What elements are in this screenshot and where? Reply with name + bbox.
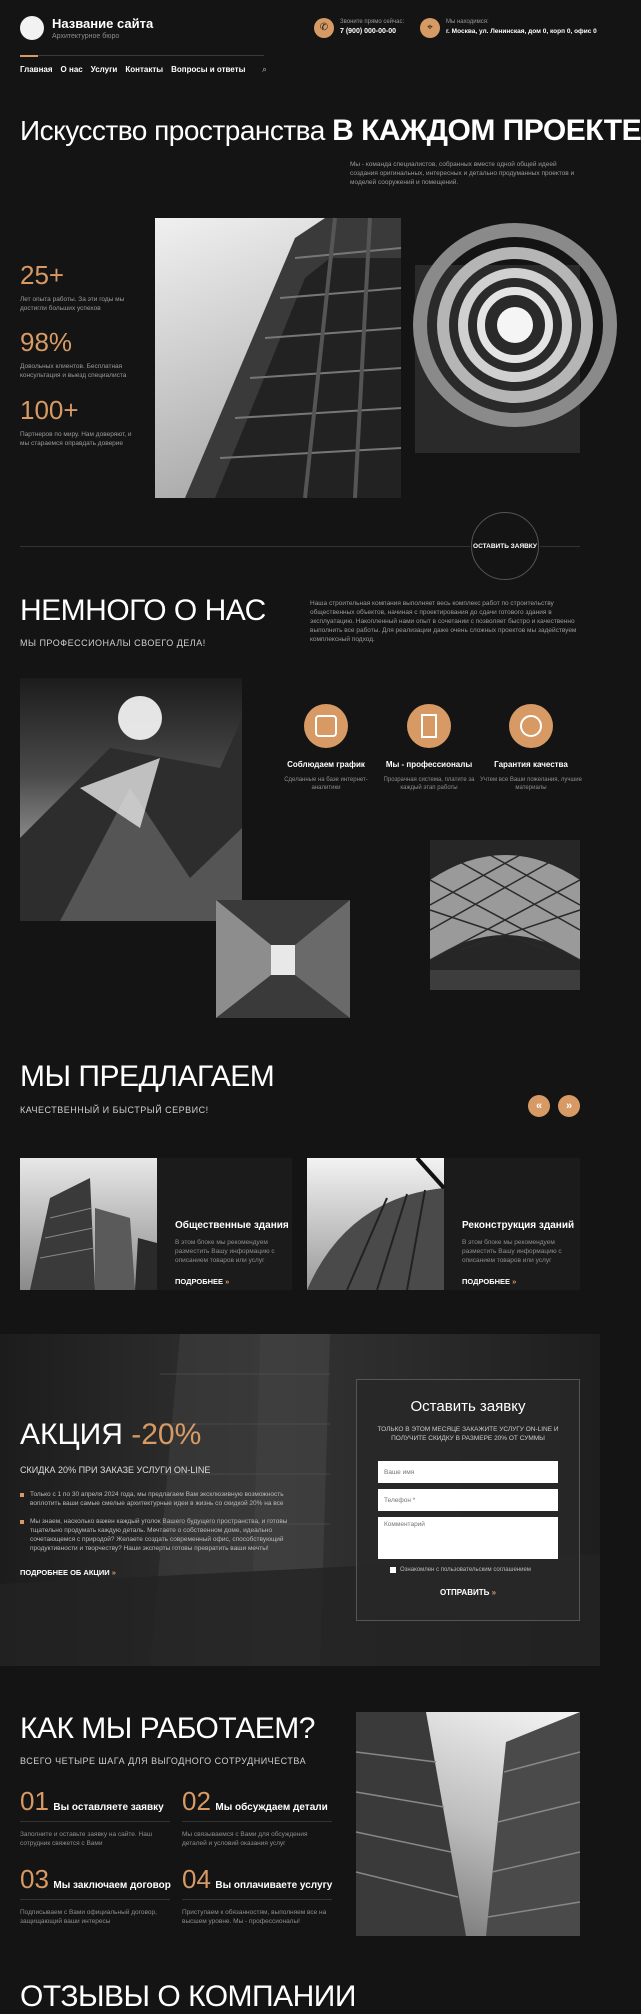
step-divider — [182, 1821, 332, 1822]
promo-details-label: ПОДРОБНЕЕ ОБ АКЦИИ — [20, 1568, 110, 1577]
step-number: 03 — [20, 1864, 49, 1894]
stat-number: 98% — [20, 327, 73, 357]
form-title: Оставить заявку — [410, 1398, 526, 1415]
facade-photo-art — [155, 218, 401, 498]
slider-next-button[interactable]: » — [558, 1095, 580, 1117]
site-subtitle: Архитектурное бюро — [52, 33, 120, 40]
step-title: Мы заключаем договор — [53, 1880, 171, 1891]
about-subtitle: МЫ ПРОФЕССИОНАЛЫ СВОЕГО ДЕЛА! — [20, 638, 206, 648]
stat-1 — [20, 260, 135, 313]
nav-active-indicator — [20, 55, 38, 57]
bullet-marker — [20, 1520, 24, 1524]
step-title: Вы оставляете заявку — [53, 1802, 164, 1813]
order-button[interactable]: ОСТАВИТЬ ЗАЯВКУ — [471, 512, 539, 580]
logo-icon[interactable] — [20, 16, 44, 40]
step-number: 02 — [182, 1786, 211, 1816]
comment-textarea[interactable] — [378, 1517, 558, 1559]
stat-2 — [20, 327, 135, 380]
hero-divider-left — [20, 546, 470, 547]
offer-card-title[interactable]: Реконструкция зданий — [462, 1220, 575, 1231]
promo-bullet — [20, 1490, 290, 1508]
feature-title: Соблюдаем график — [287, 760, 365, 769]
offers-title: МЫ ПРЕДЛАГАЕМ — [20, 1060, 275, 1093]
promo-bullet-text: Мы знаем, насколько важен каждый уголок Вашего будущего пространства, и готовы тщательно продумать каждую деталь. Мечтаете о собственном доме, идеально сочетающемся с природой? Желаете создать современный офис, способствующий продуктивности и творчеству? Наши эксперты готовы превратить ваши мечты! — [30, 1518, 288, 1552]
promo-details-link[interactable] — [20, 1568, 116, 1577]
bullet-marker — [20, 1493, 24, 1497]
step-text: Заполните и оставьте заявку на сайте. Наш сотрудник свяжется с Вами — [20, 1831, 153, 1847]
step-text: Приступаем к обязанностям, выполняем все на высшем уровне. Мы - профессионалы! — [182, 1909, 327, 1925]
agreement-label: Ознакомлен с пользовательским соглашением — [400, 1567, 531, 1573]
site-title[interactable]: Название сайта — [52, 16, 154, 31]
hero-photo-facade — [155, 218, 401, 498]
offer-card-link[interactable] — [462, 1277, 516, 1286]
offer-card-link-label: ПОДРОБНЕЕ — [462, 1277, 511, 1286]
stat-number: 25+ — [20, 260, 65, 290]
building-icon — [407, 704, 451, 748]
hero-title — [20, 114, 641, 148]
submit-button[interactable] — [356, 1588, 580, 1597]
stat-text: Лет опыта работы. За эти годы мы достигли больших успехов — [20, 296, 125, 312]
step-2 — [182, 1786, 342, 1848]
promo-bullet — [20, 1517, 290, 1553]
double-chevron-icon: » — [111, 1568, 116, 1577]
offer-card-text: В этом блоке мы рекомендуем разместить Вашу информацию с описанием товаров или услуг — [175, 1239, 275, 1264]
lattice-roof-art — [430, 840, 580, 990]
angular-building-art — [20, 678, 242, 921]
step-divider — [20, 1821, 170, 1822]
feature-text: Сделанные на базе интернет-аналитики — [284, 777, 368, 791]
feature-title: Мы - профессионалы — [385, 760, 473, 769]
hero-divider-right — [540, 546, 580, 547]
award-icon — [509, 704, 553, 748]
step-divider — [20, 1899, 170, 1900]
skyscraper-upview-art — [356, 1712, 580, 1936]
submit-label: ОТПРАВИТЬ — [439, 1588, 490, 1597]
stat-text: Довольных клиентов. Бесплатная консультация и выезд специалиста — [20, 363, 127, 379]
feature-text: Прозрачная система, платите за каждый этап работы — [383, 777, 475, 791]
about-photo-corridor — [216, 900, 350, 1018]
hero-photo-spiral — [415, 265, 580, 453]
phone-input[interactable] — [378, 1489, 558, 1511]
address-value: г. Москва, ул. Ленинская, дом 0, корп 0, офис 0 — [446, 28, 597, 35]
hero-title-bold: В КАЖДОМ ПРОЕКТЕ — [332, 114, 641, 147]
nav-divider — [20, 55, 264, 56]
step-title: Вы оплачиваете услугу — [215, 1880, 333, 1891]
stat-3 — [20, 395, 135, 448]
nav-item-about[interactable]: О нас — [60, 65, 83, 74]
feature-title: Гарантия качества — [494, 760, 568, 769]
step-divider — [182, 1899, 332, 1900]
step-text: Подписываем с Вами официальный договор, защищающий ваши интересы — [20, 1909, 157, 1925]
step-title: Мы обсуждаем детали — [215, 1802, 328, 1813]
promo-subtitle: СКИДКА 20% ПРИ ЗАКАЗЕ УСЛУГИ ON-LINE — [20, 1465, 211, 1475]
hero-description: Мы - команда специалистов, собранных вместе одной общей идеей создания оригинальных, интересных и детально продуманных проектов и моделей сооружений и помещений. — [350, 161, 575, 186]
form-subtitle: ТОЛЬКО В ЭТОМ МЕСЯЦЕ ЗАКАЖИТЕ УСЛУГУ ON-LINE И ПОЛУЧИТЕ СКИДКУ В РАЗМЕРЕ 20% ОТ СУММЫ — [377, 1426, 559, 1442]
agreement-checkbox-row[interactable] — [390, 1567, 531, 1573]
feature-text: Учтем все Ваши пожелания, лучшие материалы — [480, 777, 582, 791]
agreement-checkbox[interactable] — [390, 1567, 396, 1573]
promo-title-discount: -20% — [131, 1418, 202, 1451]
stat-text: Партнеров по миру. Нам доверяют, и мы стараемся оправдать доверие — [20, 431, 132, 447]
about-photo-lattice — [430, 840, 580, 990]
corridor-art — [216, 900, 350, 1018]
promo-bullet-text: Только с 1 по 30 апреля 2024 года, мы предлагаем Вам эксклюзивную возможность воплотить ваши самые смелые архитектурные идеи в жизнь со скидкой 20% на все — [30, 1491, 284, 1507]
offer-card-text: В этом блоке мы рекомендуем разместить Вашу информацию с описанием товаров или услуг — [462, 1239, 562, 1264]
stat-number: 100+ — [20, 395, 79, 425]
nav-item-faq[interactable]: Вопросы и ответы — [171, 65, 246, 74]
steps-title: КАК МЫ РАБОТАЕМ? — [20, 1712, 315, 1745]
double-chevron-icon: » — [491, 1588, 497, 1597]
reconstruction-art — [307, 1158, 444, 1290]
step-3 — [20, 1864, 180, 1926]
step-4 — [182, 1864, 342, 1926]
double-chevron-icon: » — [512, 1277, 517, 1286]
phone-link[interactable]: 7 (900) 000-00-00 — [340, 28, 397, 35]
offer-photo-reconstruction — [307, 1158, 444, 1290]
offer-card-link-label: ПОДРОБНЕЕ — [175, 1277, 224, 1286]
offer-card-link[interactable] — [175, 1277, 229, 1286]
nav-item-services[interactable]: Услуги — [90, 65, 118, 74]
spiral-photo-art — [415, 265, 580, 453]
about-description: Наша строительная компания выполняет весь комплекс работ по строительству общественных объектов, начиная с проектирования до сдачи готового здания в эксплуатацию. Накопленный нами опыт в сочетании с позволяет быстро и качественно выполнить все работы. Для реализации даже очень сложных проектов мы задействуем комплексный подход. — [310, 600, 577, 643]
step-number: 04 — [182, 1864, 211, 1894]
main-nav — [20, 65, 245, 74]
nav-item-home[interactable]: Главная — [20, 65, 53, 74]
offers-subtitle: КАЧЕСТВЕННЫЙ И БЫСТРЫЙ СЕРВИС! — [20, 1105, 209, 1115]
phone-label: Звоните прямо сейчас: — [340, 19, 405, 25]
hero-title-light: Искусство пространства — [20, 115, 325, 146]
public-building-art — [20, 1158, 157, 1290]
double-chevron-icon: » — [225, 1277, 230, 1286]
step-number: 01 — [20, 1786, 49, 1816]
steps-subtitle: ВСЕГО ЧЕТЫРЕ ШАГА ДЛЯ ВЫГОДНОГО СОТРУДНИЧЕСТВА — [20, 1756, 307, 1766]
location-icon: ⌖ — [420, 18, 440, 38]
steps-photo — [356, 1712, 580, 1936]
offer-card-title[interactable]: Общественные здания — [175, 1220, 289, 1231]
about-title: НЕМНОГО О НАС — [20, 594, 266, 627]
offer-photo-public — [20, 1158, 157, 1290]
phone-icon: ✆ — [314, 18, 334, 38]
search-icon[interactable]: ⌕ — [262, 64, 268, 74]
step-text: Мы связываемся с Вами для обсуждения деталей и условий оказания услуг — [182, 1831, 308, 1847]
promo-title — [20, 1418, 201, 1452]
about-photo-angular — [20, 678, 242, 921]
nav-item-contacts[interactable]: Контакты — [125, 65, 164, 74]
step-1 — [20, 1786, 180, 1848]
name-input[interactable] — [378, 1461, 558, 1483]
promo-title-main: АКЦИЯ — [20, 1418, 123, 1451]
address-label: Мы находимся: — [446, 19, 489, 25]
reviews-title: ОТЗЫВЫ О КОМПАНИИ — [20, 1980, 356, 2013]
slider-prev-button[interactable]: « — [528, 1095, 550, 1117]
calendar-icon — [304, 704, 348, 748]
